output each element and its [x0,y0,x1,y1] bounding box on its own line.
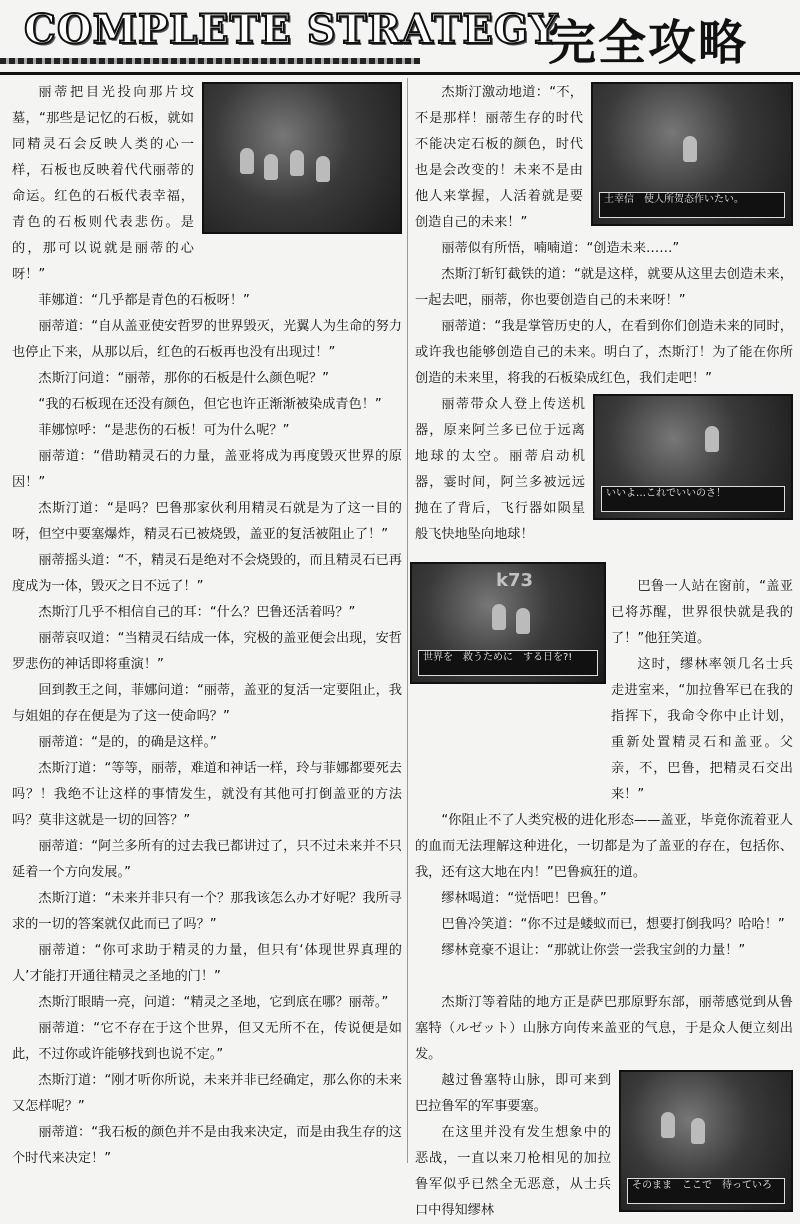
paragraph: 缪林喝道：“觉悟吧！巴鲁。” [441,891,607,906]
character-sprite [661,1112,675,1138]
character-sprite [290,150,304,176]
paragraph: 杰斯汀几乎不相信自己的耳：“什么？巴鲁还活着吗？” [38,605,356,620]
screenshot-transporter [593,394,793,520]
paragraph: 缪林竟豪不退让：“那就让你尝一尝我宝剑的力量！” [441,943,746,958]
paragraph: 丽蒂道：“你可求助于精灵的力量，但只有‘体现世界真理的人’才能打开通往精灵之圣地的门！” [12,943,402,984]
paragraph: 丽蒂哀叹道：“当精灵石结成一体，究极的盖亚便会出现，安哲罗悲伤的神话即将重演！” [12,631,402,672]
column-divider [407,78,408,1163]
header-decorative-bar [0,58,420,64]
dialog-box: そのまま ここで 待っていろ [627,1178,785,1204]
paragraph: 菲娜道：“几乎都是青色的石板呀！” [38,293,250,308]
character-sprite [316,156,330,182]
paragraph: 菲娜惊呼：“是悲伤的石板！可为什么呢？” [38,423,290,438]
paragraph: 丽蒂道：“我是掌管历史的人，在看到你们创造未来的同时，或许我也能够创造自己的未来。明白了，杰斯汀！为了能在你所创造的未来里，将我的石板染成红色，我们走吧！” [415,319,793,386]
paragraph: 丽蒂道：“是的，的确是这样。” [38,735,217,750]
header-rule [0,72,800,75]
header-chinese-title: 完全攻略 [548,15,749,71]
screenshot-library [591,82,793,226]
paragraph: 杰斯汀道：“等等，丽蒂，难道和神话一样，玲与菲娜都要死去吗？！我绝不让这样的事情发生，就没有其他可打倒盖亚的方法吗？莫非这就是一切的回答？” [12,761,402,828]
paragraph: 丽蒂道：“阿兰多所有的过去我已都讲过了，只不过未来并不只延着一个方向发展。” [12,839,402,880]
left-column [12,80,402,1172]
paragraph: 丽蒂道：“借助精灵石的力量，盖亚将成为再度毁灭世界的原因！” [12,449,402,490]
paragraph: 回到教王之间，菲娜问道：“丽蒂，盖亚的复活一定要阻止，我与姐姐的存在便是为了这一使命吗？” [12,683,402,724]
page-header [0,0,800,72]
paragraph: 杰斯汀等着陆的地方正是萨巴那原野东部，丽蒂感觉到从鲁塞特（ルゼット）山脉方向传来盖亚的气息，于是众人便立刻出发。 [415,995,793,1062]
paragraph: 杰斯汀激动地道：“不，不是那样！丽蒂生存的时代不能决定石板的颜色，时代也是会改变的！未来不是由他人来掌握，人活着就是要创造自己的未来！” [415,85,583,230]
paragraph: 丽蒂似有所悟，喃喃道：“创造未来……” [441,241,680,256]
watermark-logo: k73 [496,570,534,591]
screenshot-fortress [619,1070,793,1212]
paragraph: “你阻止不了人类究极的进化形态——盖亚，毕竟你流着亚人的血而无法理解这种进化，一切都是为了盖亚的存在，包括你、我，还有这大地在内！”巴鲁疯狂的道。 [415,813,793,880]
character-sprite [705,426,719,452]
paragraph: 丽蒂带众人登上传送机器，原来阿兰多已位于远离地球的太空。丽蒂启动机器，霎时间，阿兰多被远远抛在了背后，飞行器如陨星般飞快地坠向地球！ [415,397,585,542]
character-sprite [683,136,697,162]
dialog-box: 世界を 救うために する日を?! [418,650,598,676]
paragraph: 在这里并没有发生想象中的恶战，一直以来刀枪相见的加拉鲁军似乎已然全无恶意，从士兵口中得知缪林 [415,1125,611,1218]
paragraph: 杰斯汀道：“是吗？巴鲁那家伙利用精灵石就是为了这一目的呀，但空中要塞爆炸，精灵石已被烧毁，盖亚的复活被阻止了！” [12,501,402,542]
screenshot-balu-room [410,562,606,684]
paragraph: 丽蒂道：“自从盖亚使安哲罗的世界毁灭，光翼人为生命的努力也停止下来，从那以后，红色的石板再也没有出现过！” [12,319,402,360]
screenshot-graveyard [202,82,402,234]
paragraph: 丽蒂摇头道：“不，精灵石是绝对不会烧毁的，而且精灵石已再度成为一体，毁灭之日不远了！” [12,553,402,594]
paragraph: 杰斯汀问道：“丽蒂，那你的石板是什么颜色呢？” [38,371,329,386]
paragraph: 杰斯汀斩钉截铁的道：“就是这样，就要从这里去创造未来，一起去吧，丽蒂，你也要创造自己的未来呀！” [415,267,793,308]
paragraph: 杰斯汀眼睛一亮，问道：“精灵之圣地，它到底在哪？丽蒂。” [38,995,389,1010]
paragraph: 杰斯汀道：“未来并非只有一个？那我该怎么办才好呢？我所寻求的一切的答案就仅此而已了吗？” [12,891,402,932]
dialog-box: 土幸信 使人所贺态作いたい。 [599,192,785,218]
spacer [415,964,793,990]
paragraph: 越过鲁塞特山脉，即可来到巴拉鲁军的军事要塞。 [415,1073,611,1114]
paragraph: 巴鲁冷笑道：“你不过是蝼蚁而已，想要打倒我吗？哈哈！” [441,917,785,932]
character-sprite [691,1118,705,1144]
paragraph: 杰斯汀道：“刚才听你所说，未来并非已经确定，那么你的未来又怎样呢？” [12,1073,402,1114]
paragraph: 丽蒂把目光投向那片坟墓，“那些是记忆的石板，就如同精灵石会反映人类的心一样，石板也反映着代代丽蒂的命运。红色的石板代表幸福，青色的石板则代表悲伤。是的，那可以说就是丽蒂的心呀！” [12,85,194,282]
paragraph: 丽蒂道：“我石板的颜色并不是由我来决定，而是由我生存的这个时代来决定！” [12,1125,402,1166]
character-sprite [240,148,254,174]
character-sprite [516,608,530,634]
character-sprite [264,154,278,180]
character-sprite [492,604,506,630]
paragraph: 巴鲁一人站在窗前，“盖亚已将苏醒，世界很快就是我的了！”他狂笑道。 [611,579,793,646]
paragraph: 这时，缪林率领几名士兵走进室来，“加拉鲁军已在我的指挥下，我命令你中止计划，重新处置精灵石和盖亚。父亲，不，巴鲁，把精灵石交出来！” [611,657,793,802]
header-english-title: COMPLETE STRATEGY [24,6,559,53]
dialog-box: いいよ…これでいいのさ！ [601,486,785,512]
paragraph: “我的石板现在还没有颜色，但它也许正渐渐被染成青色！” [38,397,382,412]
paragraph: 丽蒂道：“它不存在于这个世界，但又无所不在，传说便是如此，不过你或许能够找到也说不定。” [12,1021,402,1062]
